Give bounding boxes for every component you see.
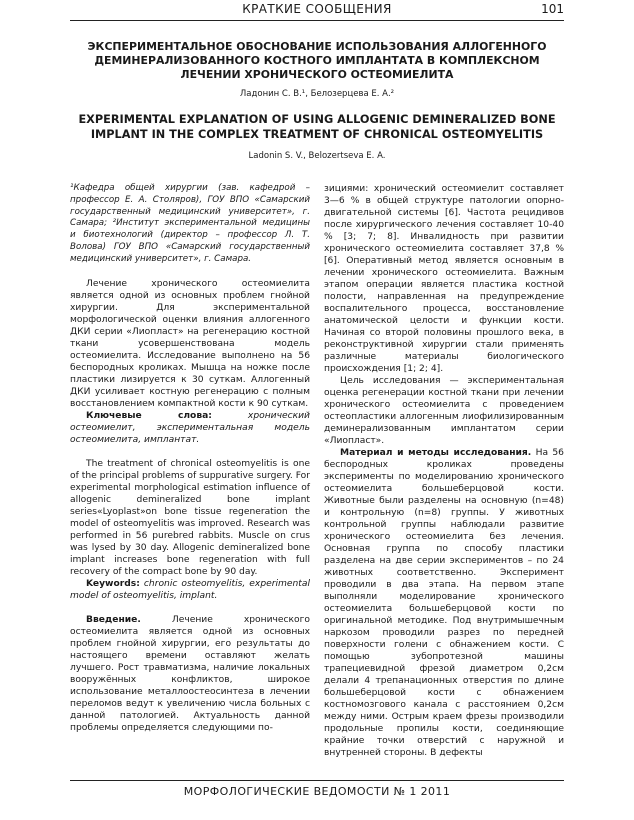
running-footer xyxy=(70,780,564,798)
authors-ru: Ладонин С. В.¹, Белозерцева Е. А.² xyxy=(239,89,395,99)
article-title-ru: ЭКСПЕРИМЕНТАЛЬНОЕ ОБОСНОВАНИЕ ИСПОЛЬЗОВАНИЯ АЛЛОГЕННОГО ДЕМИНЕРАЛИЗОВАННОГО КОСТНОГО ИМПЛАНТАТА В КОМПЛЕКСНОМ ЛЕЧЕНИИ ХРОНИЧЕСКОГО ОСТЕОМИЕЛИТА xyxy=(87,40,547,81)
affiliations: ¹Кафедра общей хирургии (зав. кафедрой – профессор Е. А. Столяров), ГОУ ВПО «Самарский государственный медицинский университет», г. Самара; ²Институт экспериментальной медицины и биотехнологий (директор – профессор Л. Т. Волова) ГОУ ВПО «Самарский государственный медицинский университет», г. Самара. xyxy=(70,183,310,264)
study-aim: Цель исследования — экспериментальная оценка регенерации костной ткани при лечении хронического остеомиелита с проведением остеопластики аллогенным лиофилизированным деминерализованным имплантатом серии «Лиопласт». xyxy=(324,376,564,446)
page-number: 101 xyxy=(541,2,564,16)
section-title: КРАТКИЕ СООБЩЕНИЯ xyxy=(242,2,392,16)
left-column xyxy=(70,183,310,734)
methods-text: На 56 беспородных кроликах проведены эксперименты по моделированию хронического остеомиелита большеберцовой кости. Животные были разделены на основную (n=48) и контрольную (n=8) группы. У животных контрольной группы наблюдали развитие хронического остеомиелита без лечения. Основная группа по способу пластики разделена на две серии экспериментов – по 24 животных соответственно. Эксперимент проводили в два этапа. На первом этапе выполняли моделирование хронического остеомиелита большеберцовой кости по оригинальной методике. Под внутримышечным наркозом проводили разрез по передней поверхности голени с обнажением кости. С помощью зубопротезной машины трапециевидной фрезой диаметром 0,2см делали 4 трепанационных отверстия по длине большеберцовой кости с обнажением костномозгового канала с расстоянием 0,2см между ними. Острым краем фрезы производили продольные пропилы кости, соединяющие крайние точки отверстий с наружной и внутренней стороны. В дефекты xyxy=(324,448,564,758)
intro-label: Введение. xyxy=(86,614,141,625)
running-header xyxy=(70,0,564,21)
keywords-ru xyxy=(70,410,310,446)
keywords-ru-text: хронический остеомиелит, экспериментальная модель остеомиелита, имплантат. xyxy=(70,410,310,445)
journal-name: МОРФОЛОГИЧЕСКИЕ ВЕДОМОСТИ № 1 2011 xyxy=(183,785,451,798)
abstract-en: The treatment of chronical osteomyelitis is one of the principal problems of suppurative surgery. For experimental morphological estimation influence of allogenic demineralized bone implant series«Lyoplast»on bone tissue regeneration the model of osteomyelitis was improved. Research was performed in 56 purebred rabbits. Muscle on crus was lysed by 30 day. Allogenic demineralized bone implant increases bone regeneration with full recovery of the compact bone by 90 day. xyxy=(70,458,310,577)
abstract-ru: Лечение хронического остеомиелита является одной из основных проблем гнойной хирургии. Для экспериментальной морфологической оценки влияния аллогенного ДКИ серии «Лиопласт» на регенерацию костной ткани усовершенствована модель остеомиелита. Исследование выполнено на 56 беспородных кроликах. Мышца на ножке после пластики лизируется к 30 суткам. Аллогенный ДКИ усиливает костную регенерацию с полным восстановлением компактной кости к 90 суткам. xyxy=(70,278,310,409)
authors-en: Ladonin S. V., Belozertseva E. A. xyxy=(248,151,386,161)
methods xyxy=(324,447,564,759)
methods-label: Материал и методы исследования. xyxy=(340,448,532,458)
introduction xyxy=(70,614,310,734)
article-title-en: EXPERIMENTAL EXPLANATION OF USING ALLOGENIC DEMINERALIZED BONE IMPLANT IN THE COMPLEX TREATMENT OF CHRONICAL OSTEOMYELITIS xyxy=(78,113,556,141)
keywords-en xyxy=(70,578,310,602)
keywords-en-text: chronic osteomyelitis, experimental model of osteomyelitis, implant. xyxy=(70,578,310,601)
intro-text: Лечение хронического остеомиелита является одной из основных проблем гнойной хирургии, его результаты до настоящего времени оставляют желать лучшего. Рост травматизма, наличие локальных вооружённых конфликтов, широкое использование металлоостеосинтеза в лечении переломов ведут к увеличению числа больных с данной патологией. Актуальность данной проблемы определяется следующими по- xyxy=(70,614,310,733)
right-column xyxy=(324,183,564,759)
intro-continued: зициями: хронический остеомиелит составляет 3—6 % в общей структуре патологии опорно-двигательной системы [6]. Частота рецидивов после хирургического лечения составляет 10-40 % [3; 7; 8]. Инвалидность при развитии хронического остеомиелита составляет 37,8 % [6]. Оперативный метод является основным в лечении хронического остеомиелита. Важным этапом операции является пластика костной полости, направленная на предупреждение воспалительного процесса, восстановление анатомической целости и функции кости. Начиная со второй половины прошлого века, в реконструктивной хирургии стали применять различные материалы биологического происхождения [1; 2; 4]. xyxy=(324,184,564,374)
keywords-ru-label: Ключевые слова: xyxy=(86,410,212,421)
keywords-en-label: Keywords: xyxy=(86,578,140,589)
